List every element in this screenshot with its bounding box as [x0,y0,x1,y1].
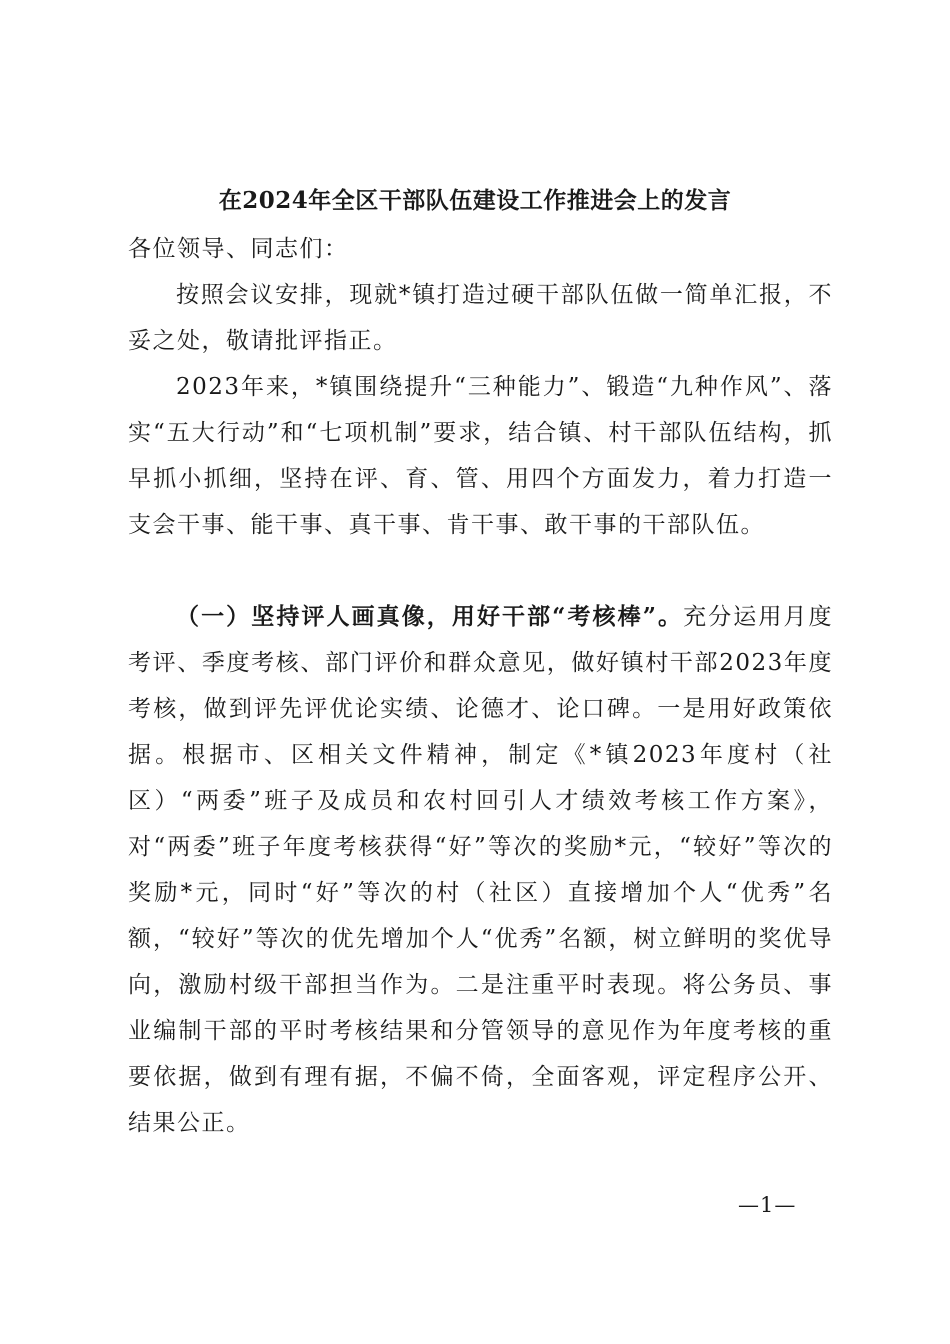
paragraph-overview: 2023年来，*镇围绕提升“三种能力”、锻造“九种作风”、落实“五大行动”和“七项机制”要求，结合镇、村干部队伍结构，抓早抓小抓细，坚持在评、育、管、用四个方面发力，着力打造一支会干事、能干事、真干事、肯干事、敢干事的干部队伍。 [128,374,833,538]
page-number: —1— [738,1193,797,1217]
document-title: 在2024年全区干部队伍建设工作推进会上的发言 [218,187,732,214]
section-one-heading: （一）坚持评人画真像，用好干部“考核棒”。 [176,603,684,630]
salutation: 各位领导、同志们： [128,236,349,262]
paragraph-intro: 按照会议安排，现就*镇打造过硬干部队伍做一简单汇报，不妥之处，敬请批评指正。 [128,282,833,354]
section-one-body: 充分运用月度考评、季度考核、部门评价和群众意见，做好镇村干部2023年度考核，做到评先评优论实绩、论德才、论口碑。一是用好政策依据。根据市、区相关文件精神，制定《*镇2023年度村（社区）“两委”班子及成员和农村回引人才绩效考核工作方案》，对“两委”班子年度考核获得“好”等次的奖励*元，“较好”等次的奖励*元，同时“好”等次的村（社区）直接增加个人“优秀”名额，“较好”等次的优先增加个人“优秀”名额，树立鲜明的奖优导向，激励村级干部担当作为。二是注重平时表现。将公务员、事业编制干部的平时考核结果和分管领导的意见作为年度考核的重要依据，做到有理有据，不偏不倚，全面客观，评定程序公开、结果公正。 [128,604,833,1136]
paragraph-section-one [128,594,833,1146]
